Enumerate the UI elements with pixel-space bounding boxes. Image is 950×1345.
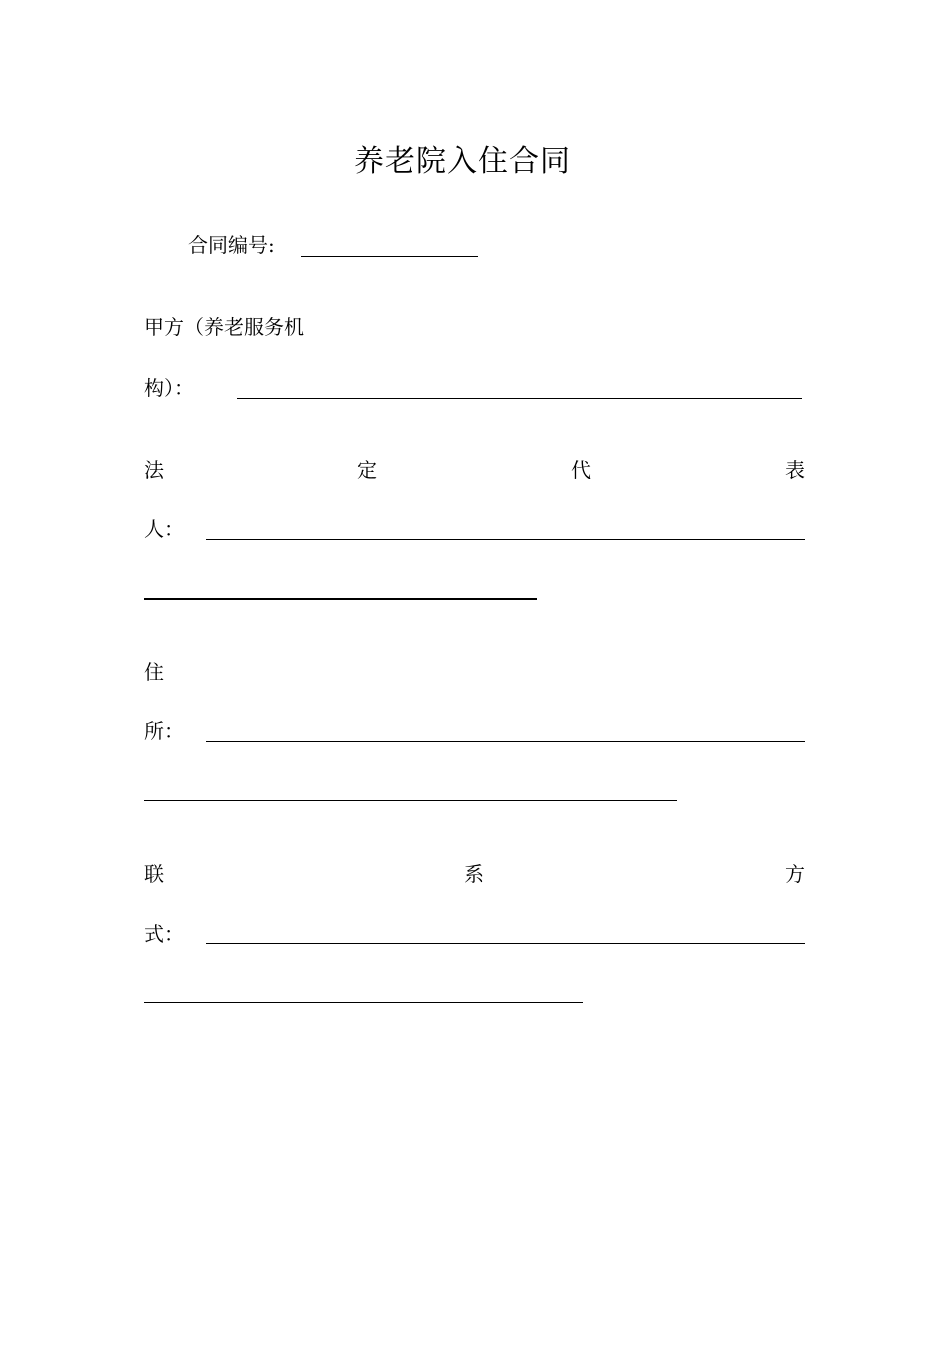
address-blank[interactable] — [206, 741, 805, 742]
contact-blank[interactable] — [206, 943, 805, 944]
contact-char-1: 联 — [144, 862, 164, 886]
address-label-line1: 住 — [144, 660, 164, 684]
legal-rep-label-line2: 人： — [144, 517, 184, 541]
legal-rep-blank[interactable] — [206, 539, 805, 540]
document-title: 养老院入住合同 — [354, 144, 571, 179]
contact-char-2: 系 — [464, 862, 484, 886]
legal-rep-blank-continued[interactable] — [144, 598, 537, 600]
party-a-blank[interactable] — [237, 398, 802, 399]
contact-label-line2: 式： — [144, 922, 184, 946]
legal-rep-char-1: 法 — [144, 458, 164, 482]
legal-rep-char-2: 定 — [357, 458, 377, 482]
address-label-line2: 所： — [144, 719, 184, 743]
party-a-label-line1: 甲方（养老服务机 — [144, 315, 304, 339]
contract-number-label: 合同编号: — [188, 233, 275, 257]
contract-number-blank[interactable] — [301, 256, 478, 257]
legal-rep-char-3: 代 — [571, 458, 591, 482]
contact-char-3: 方 — [785, 862, 805, 886]
contact-blank-continued[interactable] — [144, 1002, 583, 1003]
party-a-label-line2: 构）： — [144, 376, 194, 400]
address-blank-continued[interactable] — [144, 800, 677, 801]
legal-rep-char-4: 表 — [785, 458, 805, 482]
